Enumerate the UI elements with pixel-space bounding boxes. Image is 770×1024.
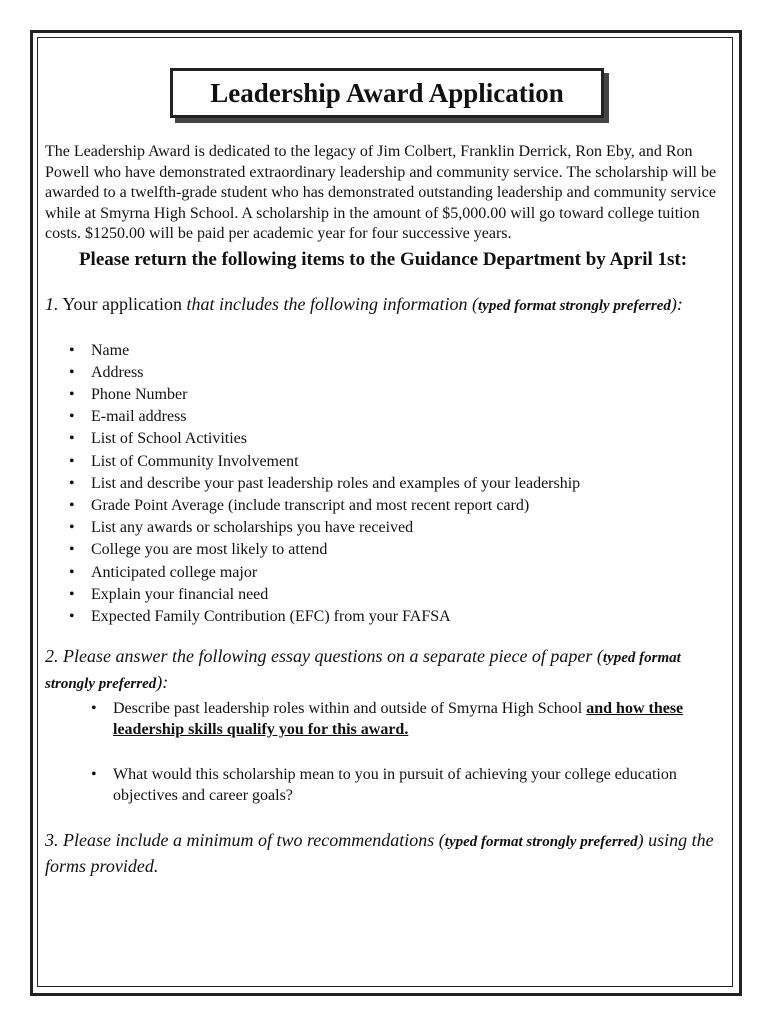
essay-questions-list (45, 698, 721, 806)
section-2-end: ): (156, 672, 169, 693)
list-item: • College you are most likely to attend (91, 539, 721, 561)
section-1-format-note: typed format strongly preferred (478, 297, 671, 314)
section-3-format-note: typed format strongly preferred (444, 834, 638, 851)
section-3-end: ) using the forms provided. (45, 830, 714, 877)
return-instructions-heading: Please return the following items to the Guidance Department by April 1st: (78, 248, 688, 270)
section-2-text: 2. Please answer the following essay questions on a separate piece of paper ( (45, 646, 603, 667)
list-item: • Name (91, 340, 721, 362)
list-item: • Address (91, 362, 721, 384)
list-item: • List of Community Involvement (91, 451, 721, 473)
essay-question-1-text: Describe past leadership roles within and outside of Smyrna High School (113, 700, 587, 718)
list-item: • Phone Number (91, 384, 721, 406)
section-1-italic: that includes the following information ( (186, 293, 478, 314)
title-box (170, 68, 604, 118)
section-3-heading (45, 828, 721, 878)
list-item: • Expected Family Contribution (EFC) from your FAFSA (91, 606, 721, 628)
intro-paragraph: The Leadership Award is dedicated to the legacy of Jim Colbert, Franklin Derrick, Ron Eby, and Ron Powell who have demonstrated extraordinary leadership and community service. The scholarship will be awarded to a twelfth-grade student who has demonstrated outstanding leadership and community service while at Smyrna High School. A scholarship in the amount of $5,000.00 will go toward college tuition costs. $1250.00 will be paid per academic year for four successive years. (45, 143, 717, 242)
essay-question-1-emphasis: and how these leadership skills qualify you for this award. (113, 700, 684, 739)
list-item: • Grade Point Average (include transcript and most recent report card) (91, 495, 721, 517)
section-1-number: 1. (45, 293, 59, 314)
document-content (45, 68, 721, 878)
document-title: Leadership Award Application (210, 78, 564, 108)
list-item: • E-mail address (91, 406, 721, 428)
essay-question-2: • What would this scholarship mean to you in pursuit of achieving your college education objectives and career goals? (113, 764, 721, 806)
list-item: • Anticipated college major (91, 562, 721, 584)
list-item: • List and describe your past leadership roles and examples of your leadership (91, 473, 721, 495)
list-item: • List any awards or scholarships you have received (91, 517, 721, 539)
application-items-list (45, 340, 721, 629)
essay-question-1 (113, 698, 721, 740)
section-1-end: ): (670, 293, 683, 314)
section-1-heading (45, 292, 721, 318)
list-item: • Explain your financial need (91, 584, 721, 606)
section-2-heading (45, 644, 721, 696)
section-2-format-note: typed format strongly preferred (45, 650, 681, 693)
section-3-text: 3. Please include a minimum of two recommendations ( (45, 830, 445, 851)
section-1-lead: Your application (58, 293, 187, 314)
list-item: • List of School Activities (91, 428, 721, 450)
